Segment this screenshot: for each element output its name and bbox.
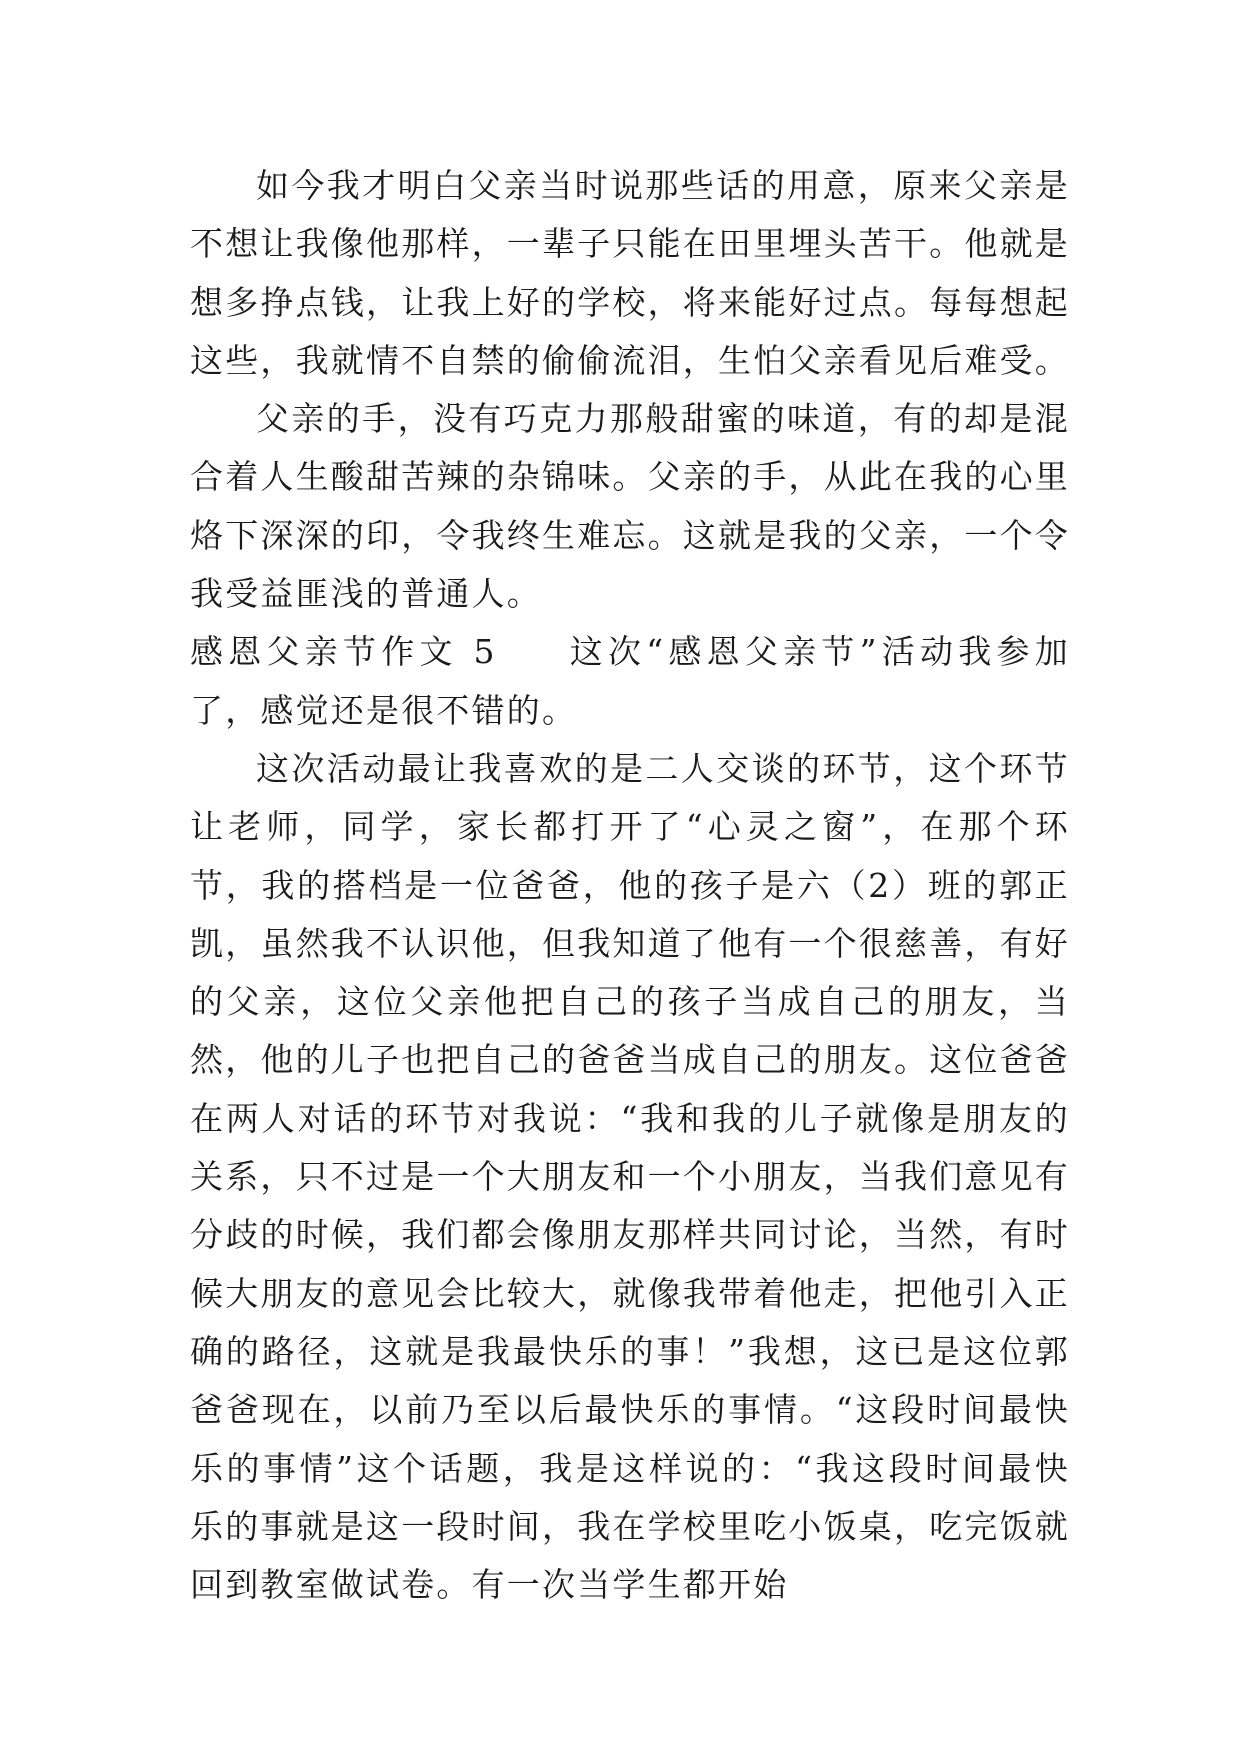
paragraph-1: 如今我才明白父亲当时说那些话的用意，原来父亲是不想让我像他那样，一辈子只能在田里埋头苦干。他就是想多挣点钱，让我上好的学校，将来能好过点。每每想起这些，我就情不自禁的偷偷流泪，生怕父亲看见后难受。 (190, 166, 1070, 380)
document-body (190, 157, 1070, 1614)
paragraph-2: 父亲的手，没有巧克力那般甜蜜的味道，有的却是混合着人生酸甜苦辣的杂锦味。父亲的手，从此在我的心里烙下深深的印，令我终生难忘。这就是我的父亲，一个令我受益匪浅的普通人。 (190, 399, 1070, 614)
section-heading-line (190, 623, 1070, 740)
section-title: 感恩父亲节作文 5 (190, 632, 497, 672)
section-first-text: 这次“感恩父亲节”活动我参加了，感觉还是很不错的。 (190, 632, 1070, 730)
paragraph-3: 这次活动最让我喜欢的是二人交谈的环节，这个环节让老师，同学，家长都打开了“心灵之窗”，在那个环节，我的搭档是一位爸爸，他的孩子是六（2）班的郭正凯，虽然我不认识他，但我知道了他有一个很慈善，有好的父亲，这位父亲他把自己的孩子当成自己的朋友，当然，他的儿子也把自己的爸爸当成自己的朋友。这位爸爸在两人对话的环节对我说：“我和我的儿子就像是朋友的关系，只不过是一个大朋友和一个小朋友，当我们意见有分歧的时候，我们都会像朋友那样共同讨论，当然，有时候大朋友的意见会比较大，就像我带着他走，把他引入正确的路径，这就是我最快乐的事！”我想，这已是这位郭爸爸现在，以前乃至以后最快乐的事情。“这段时间最快乐的事情”这个话题，我是这样说的：“我这段时间最快乐的事就是这一段时间，我在学校里吃小饭桌，吃完饭就回到教室做试卷。有一次当学生都开始 (190, 748, 1070, 1605)
